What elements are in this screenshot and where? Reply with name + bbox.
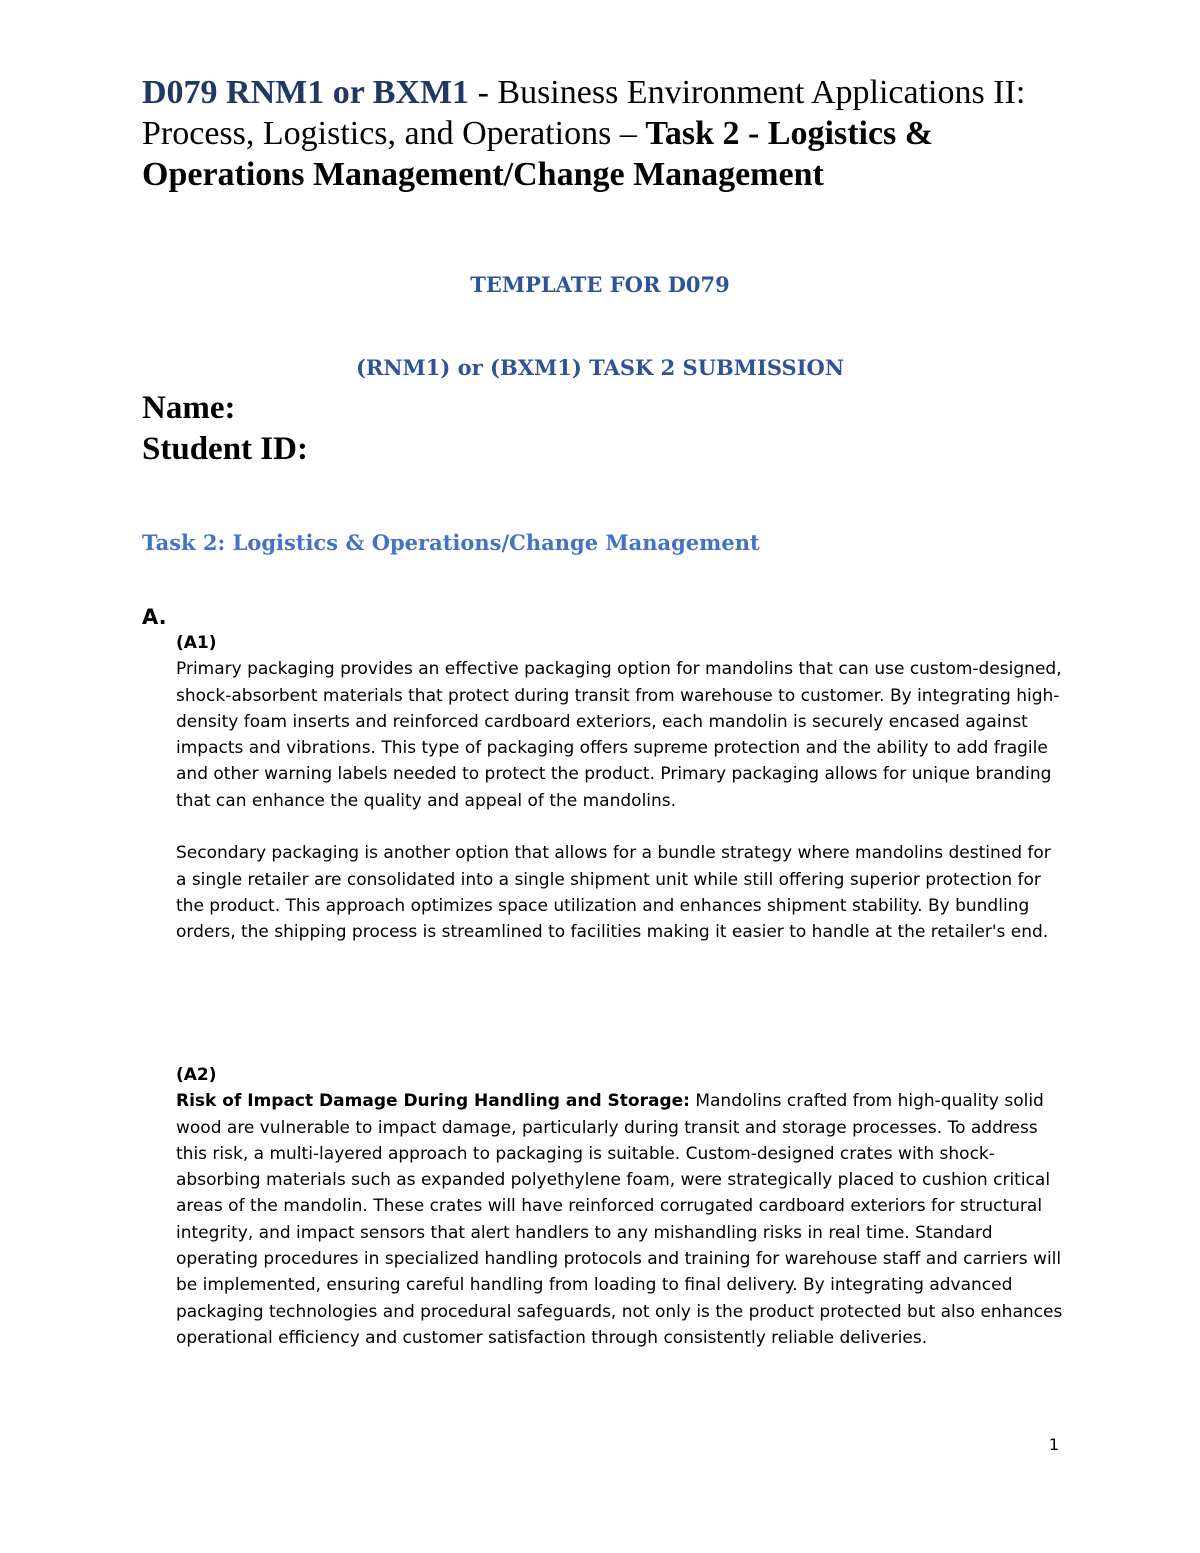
- a1-label: (A1): [176, 633, 217, 653]
- title-separator-2: –: [611, 115, 646, 152]
- a1-paragraph-primary: Primary packaging provides an effective packaging option for mandolins that can use custom-designed, shock-absorbent materials that protect during transit from warehouse to customer. By integrating high-density foam inserts and reinforced cardboard exteriors, each mandolin is securely encased against impacts and vibrations. This type of packaging offers supreme protection and the ability to add fragile and other warning labels needed to protect the product. Primary packaging allows for unique branding that can enhance the quality and appeal of the mandolins.: [176, 659, 1062, 811]
- task-title: Task 2 - Logistics & Operations Management/Change Management: [142, 115, 934, 193]
- section-a2: [176, 1062, 1066, 1351]
- document-title: [142, 72, 1062, 195]
- name-label: Name:: [142, 390, 236, 426]
- a2-label: (A2): [176, 1065, 217, 1085]
- submission-heading: (RNM1) or (BXM1) TASK 2 SUBMISSION: [355, 355, 845, 380]
- a1-paragraph-secondary: Secondary packaging is another option that allows for a bundle strategy where mandolins destined for a single retailer are consolidated into a single shipment unit while still offering superior protection for the product. This approach optimizes space utilization and enhances shipment stability. By bundling orders, the shipping process is streamlined to facilities making it easier to handle at the retailer's end.: [176, 843, 1051, 943]
- section-a-letter: A.: [142, 605, 167, 629]
- template-heading: TEMPLATE FOR D079: [470, 272, 730, 297]
- a2-body: Mandolins crafted from high-quality solid wood are vulnerable to impact damage, particularly during transit and storage processes. To address this risk, a multi-layered approach to packaging is suitable. Custom-designed crates with shock-absorbing materials such as expanded polyethylene foam, were strategically placed to cushion critical areas of the mandolin. These crates will have reinforced corrugated cardboard exteriors for structural integrity, and impact sensors that alert handlers to any mishandling risks in real time. Standard operating procedures in specialized handling protocols and training for warehouse staff and carriers will be implemented, ensuring careful handling from loading to final delivery. By integrating advanced packaging technologies and procedural safeguards, not only is the product protected but also enhances operational efficiency and customer satisfaction through consistently reliable deliveries.: [176, 1091, 1063, 1348]
- course-name: Business Environment Applications II: Process, Logistics, and Operations: [142, 74, 1026, 152]
- task-heading: Task 2: Logistics & Operations/Change Management: [142, 530, 760, 555]
- a2-paragraph: [176, 1088, 1066, 1351]
- page-number: 1: [1048, 1435, 1059, 1454]
- section-a1: [176, 630, 1066, 946]
- student-id-label: Student ID:: [142, 431, 308, 467]
- a2-lead: Risk of Impact Damage During Handling and Storage:: [176, 1091, 690, 1112]
- title-separator-1: -: [469, 74, 498, 111]
- course-code: D079 RNM1 or BXM1: [142, 74, 470, 111]
